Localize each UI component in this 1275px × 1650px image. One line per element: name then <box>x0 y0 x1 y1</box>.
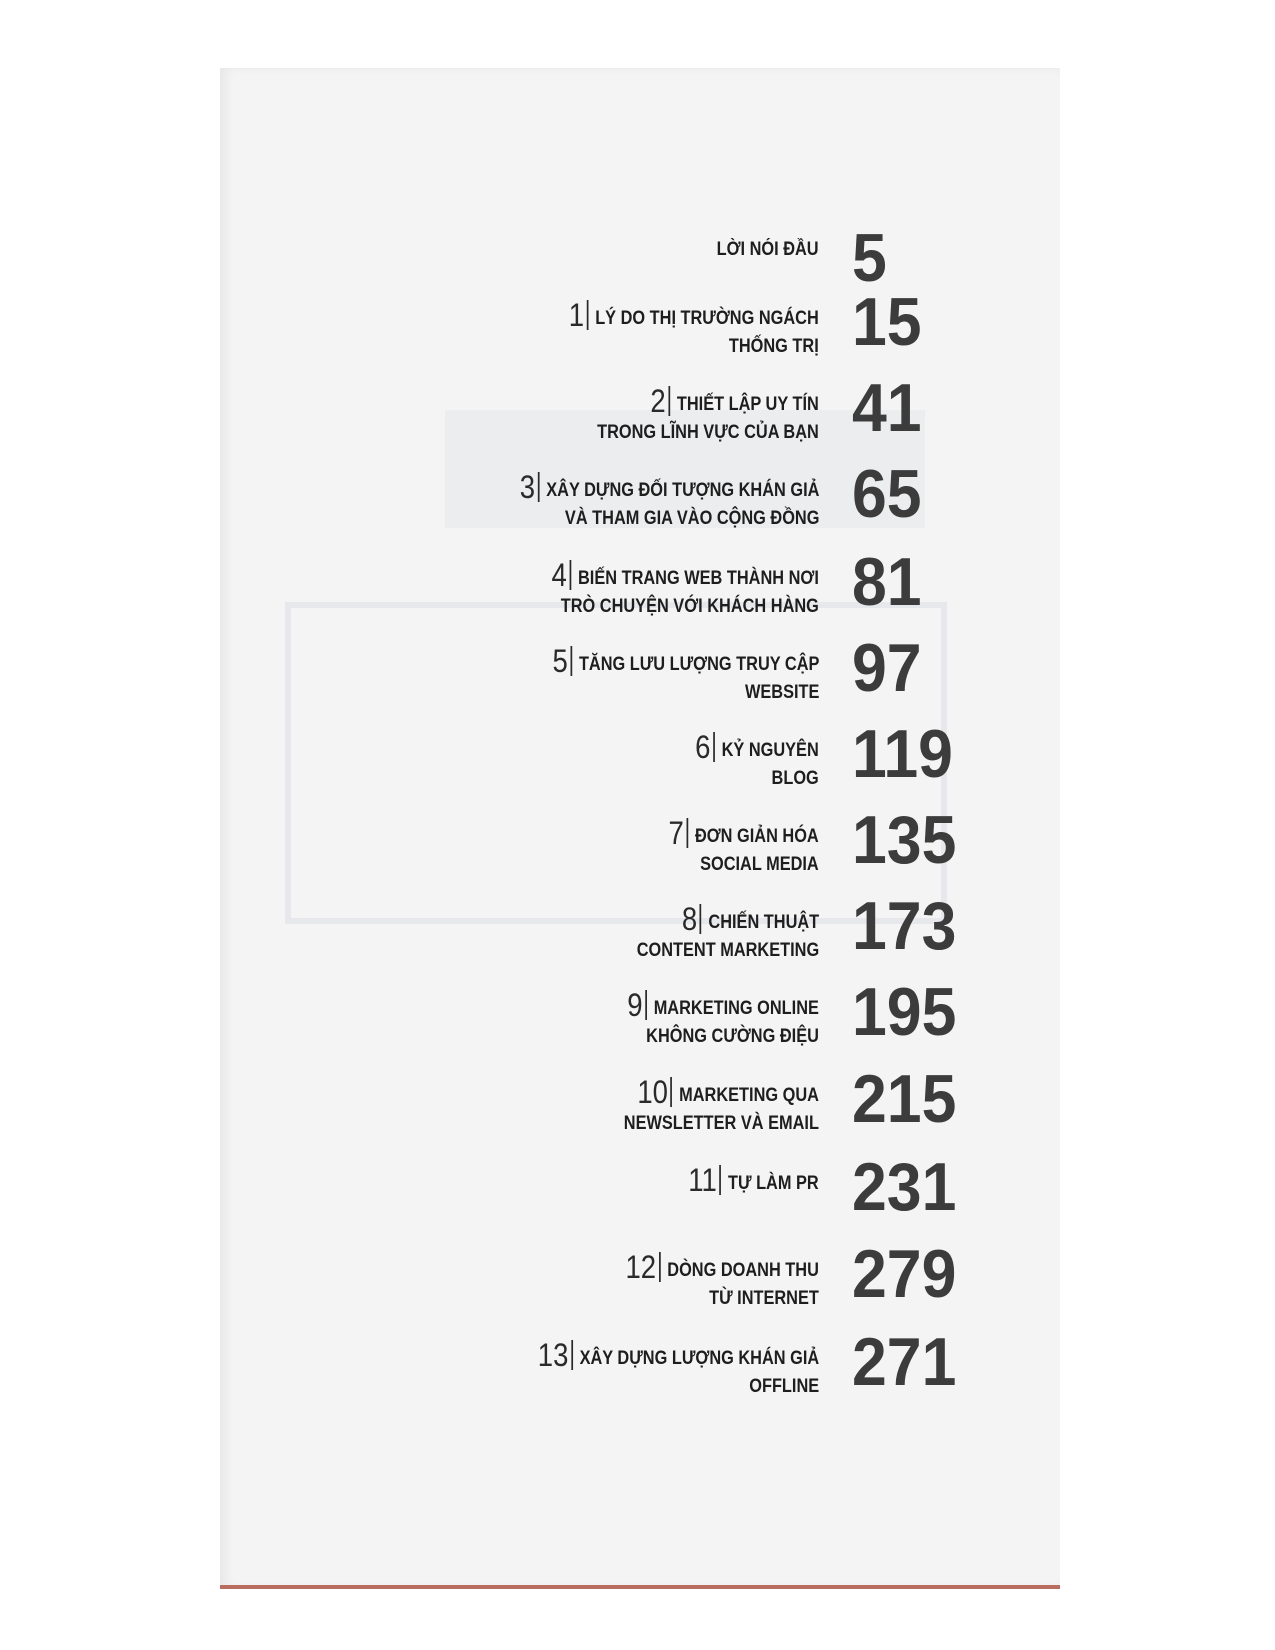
chapter-number: 5 <box>552 643 568 679</box>
entry-title <box>597 383 819 447</box>
chapter-number: 6 <box>695 729 711 765</box>
chapter-divider <box>687 818 689 848</box>
entry-title <box>668 815 819 879</box>
title-line <box>519 469 819 505</box>
title-text: XÂY DỰNG ĐỐI TƯỢNG KHÁN GIẢ <box>545 480 819 501</box>
toc-entry <box>0 284 1275 380</box>
toc-entry <box>0 1061 1275 1157</box>
title-line <box>569 333 819 361</box>
toc-entry <box>0 1324 1275 1420</box>
title-text: THIẾT LẬP UY TÍN <box>677 394 819 415</box>
chapter-number: 10 <box>637 1074 669 1110</box>
chapter-divider <box>671 1077 673 1107</box>
chapter-divider <box>537 472 539 502</box>
title-text: TRÒ CHUYỆN VỚI KHÁCH HÀNG <box>560 596 819 617</box>
title-text: SOCIAL MEDIA <box>700 854 819 875</box>
title-text: MARKETING ONLINE <box>653 998 819 1019</box>
entry-title <box>717 236 819 264</box>
title-line <box>626 1285 819 1313</box>
title-text: XÂY DỰNG LƯỢNG KHÁN GIẢ <box>579 1348 819 1369</box>
page-number: 119 <box>852 716 953 792</box>
title-line <box>627 987 819 1023</box>
title-text: VÀ THAM GIA VÀO CỘNG ĐỒNG <box>564 508 819 529</box>
title-line <box>551 557 819 593</box>
title-line <box>695 729 819 765</box>
page-number: 5 <box>852 220 887 296</box>
title-line <box>625 1249 819 1285</box>
title-line <box>538 1373 819 1401</box>
title-text: WEBSITE <box>744 682 819 703</box>
title-text: OFFLINE <box>749 1376 819 1397</box>
title-line <box>688 1162 819 1198</box>
title-line <box>627 1023 819 1051</box>
title-line <box>624 1110 819 1138</box>
page-number: 215 <box>852 1061 957 1137</box>
title-line <box>637 937 819 965</box>
entry-title <box>623 1074 819 1138</box>
chapter-divider <box>713 732 715 762</box>
page-number: 173 <box>852 888 957 964</box>
toc-entry <box>0 630 1275 726</box>
page-number: 15 <box>852 284 922 360</box>
title-line <box>668 815 819 851</box>
chapter-number: 9 <box>627 987 643 1023</box>
page-number: 195 <box>852 974 957 1050</box>
title-line <box>568 297 819 333</box>
title-text: DÒNG DOANH THU <box>667 1260 819 1281</box>
title-text: THỐNG TRỊ <box>729 336 819 357</box>
title-text: KỶ NGUYÊN <box>721 740 819 761</box>
title-text: LỜI NÓI ĐẦU <box>717 239 819 260</box>
title-text: BIẾN TRANG WEB THÀNH NƠI <box>578 568 819 589</box>
entry-title <box>568 297 819 361</box>
toc-entry <box>0 456 1275 552</box>
title-line <box>597 383 819 419</box>
page-number: 135 <box>852 802 957 878</box>
page-edge <box>220 1585 1060 1589</box>
title-text: KHÔNG CƯỜNG ĐIỆU <box>646 1026 819 1047</box>
chapter-divider <box>570 646 572 676</box>
chapter-number: 12 <box>625 1249 657 1285</box>
title-line <box>597 419 819 447</box>
title-line <box>552 679 819 707</box>
toc-entry <box>0 1149 1275 1245</box>
title-line <box>552 643 819 679</box>
toc-entry <box>0 716 1275 812</box>
toc-entry <box>0 802 1275 898</box>
chapter-divider <box>720 1165 722 1195</box>
chapter-number: 3 <box>519 469 535 505</box>
page-number: 279 <box>852 1236 957 1312</box>
entry-title <box>695 729 819 793</box>
entry-title <box>636 901 819 965</box>
title-text: TỪ INTERNET <box>709 1288 819 1309</box>
entry-title <box>552 643 819 707</box>
title-line <box>552 593 819 621</box>
toc-entry <box>0 370 1275 466</box>
title-text: CHIẾN THUẬT <box>708 912 819 933</box>
chapter-divider <box>700 904 702 934</box>
toc-entry <box>0 888 1275 984</box>
title-text: MARKETING QUA <box>679 1085 819 1106</box>
entry-title <box>625 1249 819 1313</box>
toc-entry <box>0 544 1275 640</box>
entry-title <box>537 1337 819 1401</box>
chapter-divider <box>571 1340 573 1370</box>
chapter-divider <box>659 1252 661 1282</box>
chapter-number: 11 <box>688 1162 718 1198</box>
title-text: ĐƠN GIẢN HÓA <box>695 826 819 847</box>
entry-title <box>627 987 819 1051</box>
title-text: LÝ DO THỊ TRƯỜNG NGÁCH <box>595 308 819 329</box>
title-text: TỰ LÀM PR <box>728 1173 819 1194</box>
title-line <box>695 765 819 793</box>
title-line <box>637 901 819 937</box>
title-text: NEWSLETTER VÀ EMAIL <box>623 1113 819 1134</box>
chapter-number: 8 <box>681 901 698 937</box>
page-number: 81 <box>852 544 922 620</box>
entry-title <box>519 469 819 533</box>
chapter-number: 13 <box>537 1337 569 1373</box>
page-number: 231 <box>852 1149 957 1225</box>
title-line <box>537 1337 819 1373</box>
page-number: 41 <box>852 370 922 446</box>
entry-title <box>688 1162 819 1198</box>
chapter-number: 4 <box>551 557 567 593</box>
chapter-divider <box>645 990 647 1020</box>
title-text: CONTENT MARKETING <box>636 940 819 961</box>
chapter-number: 1 <box>568 297 585 333</box>
chapter-number: 2 <box>650 383 666 419</box>
toc-entry <box>0 974 1275 1070</box>
title-line <box>519 505 819 533</box>
chapter-divider <box>570 560 572 590</box>
chapter-divider <box>587 300 589 330</box>
title-line <box>669 851 819 879</box>
title-line <box>717 236 819 264</box>
title-text: BLOG <box>771 768 819 789</box>
title-text: TRONG LĨNH VỰC CỦA BẠN <box>597 422 819 443</box>
toc-entry <box>0 1236 1275 1332</box>
page-number: 97 <box>852 630 922 706</box>
chapter-number: 7 <box>668 815 685 851</box>
entry-title <box>551 557 819 621</box>
chapter-divider <box>668 386 670 416</box>
title-line <box>624 1074 819 1110</box>
page-number: 65 <box>852 456 922 532</box>
page-number: 271 <box>852 1324 957 1400</box>
title-text: TĂNG LƯU LƯỢNG TRUY CẬP <box>578 654 819 675</box>
